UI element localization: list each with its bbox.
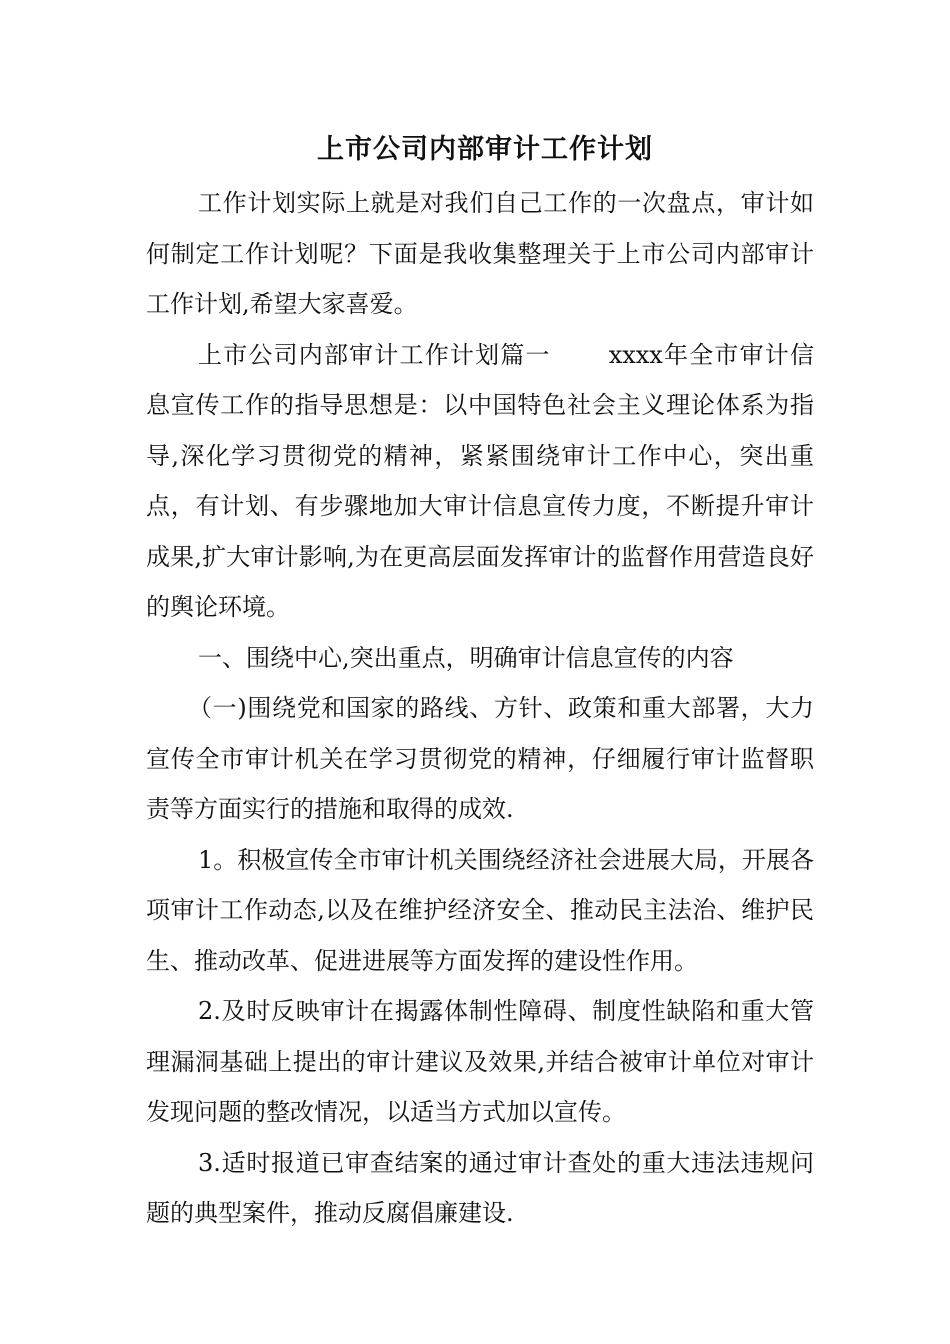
subsection-one: （一)围绕党和国家的路线、方针、政策和重大部署，大力宣传全市审计机关在学习贯彻党的精神，仔细履行审计监督职责等方面实行的措施和取得的成效. xyxy=(146,694,814,823)
list-item-1: 1。积极宣传全市审计机关围绕经济社会进展大局，开展各项审计工作动态,以及在维护经济安全、推动民主法治、维护民生、推动改革、促进进展等方面发挥的建设性作用。 xyxy=(146,845,814,975)
heading-one: 一、围绕中心,突出重点，明确审计信息宣传的内容 xyxy=(198,643,734,672)
list-item-2: 2.及时反映审计在揭露体制性障碍、制度性缺陷和重大管理漏洞基础上提出的审计建议及效果,并结合被审计单位对审计发现问题的整改情况，以适当方式加以宣传。 xyxy=(146,997,814,1126)
document-body xyxy=(146,178,814,1239)
intro-paragraph: 工作计划实际上就是对我们自己工作的一次盘点，审计如何制定工作计划呢？下面是我收集整理关于上市公司内部审计工作计划,希望大家喜爱。 xyxy=(146,189,814,318)
guiding-principle-text: xxxx年全市审计信息宣传工作的指导思想是：以中国特色社会主义理论体系为指导,深化学习贯彻党的精神，紧紧围绕审计工作中心，突出重点，有计划、有步骤地加大审计信息宣传力度，不断提升审计成果,扩大审计影响,为在更高层面发挥审计的监督作用营造良好的舆论环境。 xyxy=(146,340,815,621)
section-paragraph xyxy=(146,330,814,633)
document-title: 上市公司内部审计工作计划 xyxy=(317,134,653,165)
list-item-3: 3.适时报道已审查结案的通过审计查处的重大违法违规问题的典型案件，推动反腐倡廉建设. xyxy=(146,1148,814,1227)
section-heading: 上市公司内部审计工作计划篇一 xyxy=(198,340,551,369)
